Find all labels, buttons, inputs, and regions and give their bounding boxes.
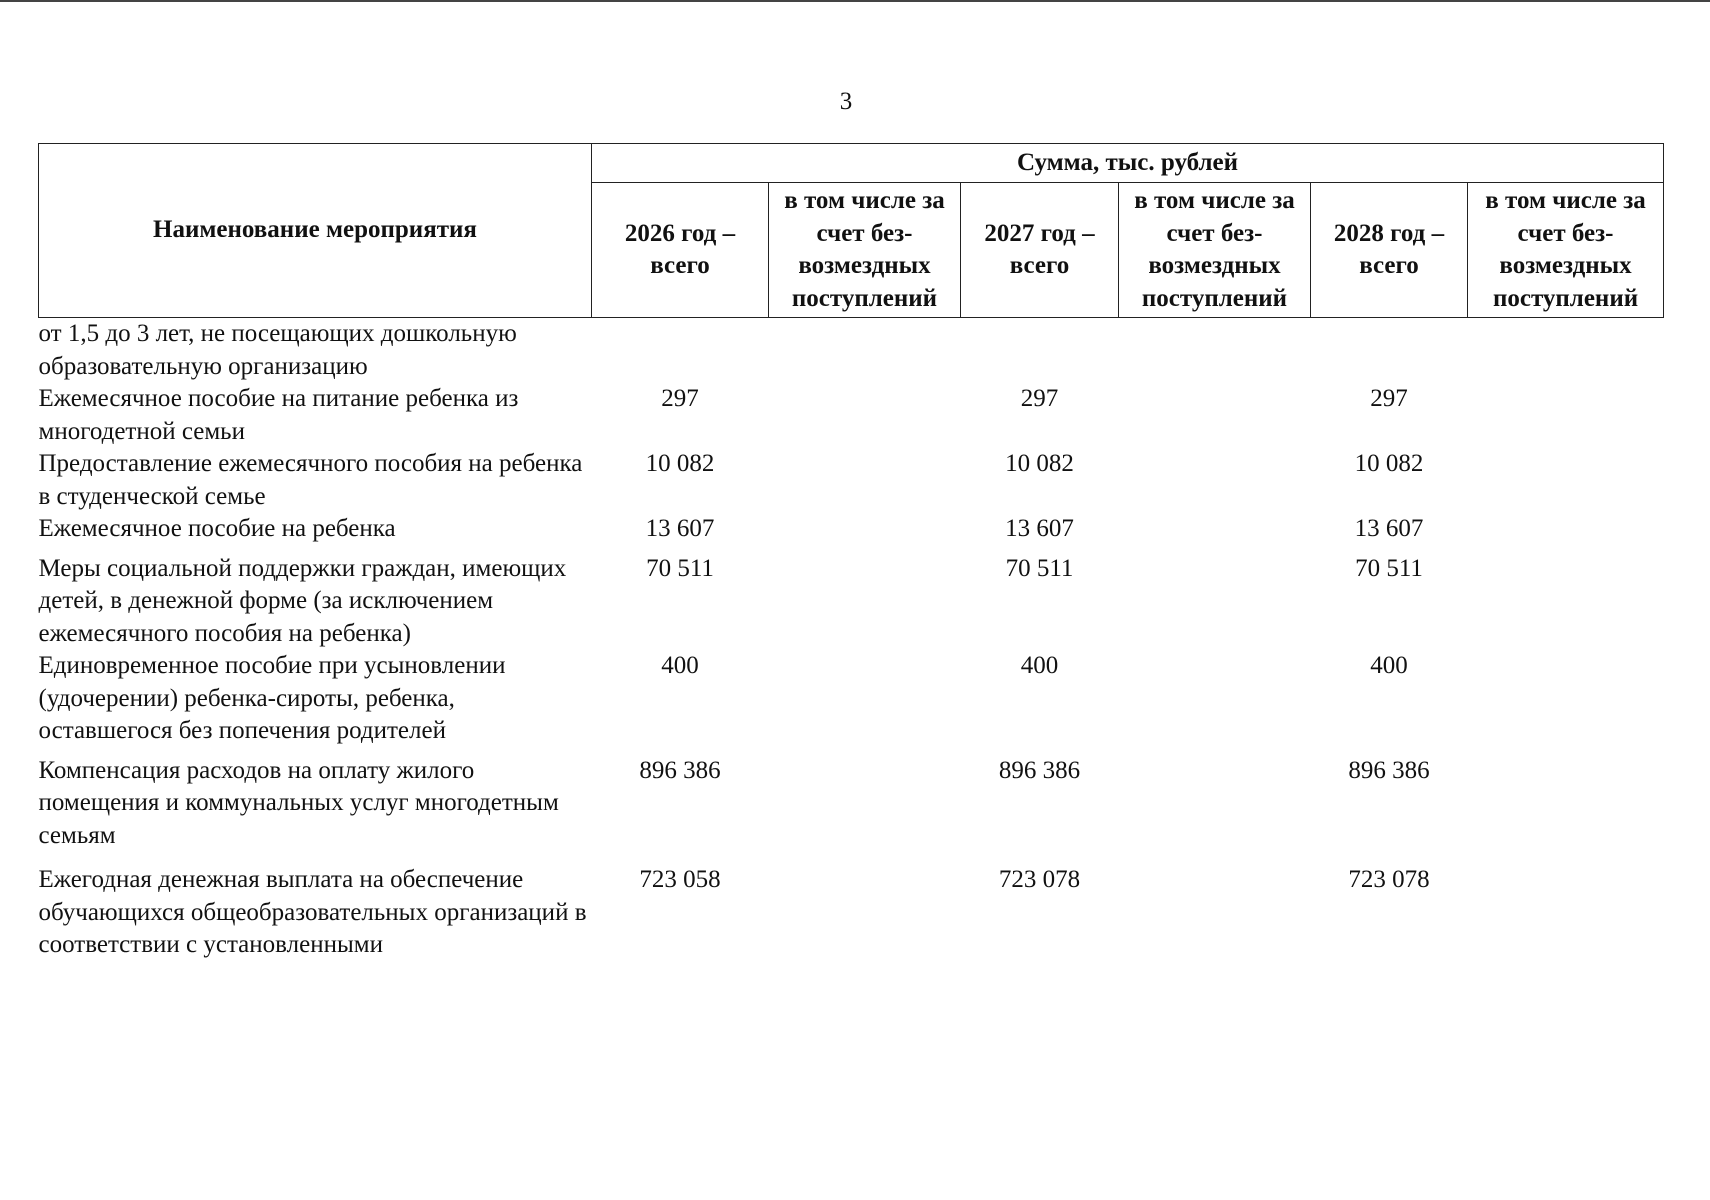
value-2026-incl <box>769 448 961 513</box>
value-2028: 896 386 <box>1348 756 1430 784</box>
value-2027-incl <box>1119 318 1311 384</box>
value-2026: 70 511 <box>646 554 714 582</box>
table-row <box>39 318 1664 384</box>
year-2028-total-header: 2028 год – всего <box>1311 183 1468 318</box>
row-name: от 1,5 до 3 лет, не посещающих дошкольную образовательную организацию <box>38 320 517 380</box>
row-name: Ежемесячное пособие на ребенка <box>38 515 396 542</box>
row-name: Меры социальной поддержки граждан, имеющих детей, в денежной форме (за исключением ежемесячного пособия на ребенка) <box>38 554 567 647</box>
value-2027: 297 <box>1020 385 1059 412</box>
value-2028-incl <box>1468 755 1664 865</box>
value-2027: 70 511 <box>1005 554 1074 582</box>
row-name: Единовременное пособие при усыновлении (удочерении) ребенка-сироты, ребенка, оставшегося без попечения родителей <box>38 652 506 744</box>
value-2028: 297 <box>1370 385 1408 412</box>
value-2027-incl <box>1119 513 1311 553</box>
value-2026-incl <box>769 755 961 865</box>
row-name: Ежемесячное пособие на питание ребенка из многодетной семьи <box>38 385 519 445</box>
table-row <box>39 864 1664 962</box>
value-2026: 10 082 <box>645 450 715 477</box>
top-border-line <box>0 0 1710 2</box>
value-2028: 13 607 <box>1354 515 1424 542</box>
table-row <box>39 383 1664 448</box>
year-2027-incl-header: в том числе за счет без-возмездных поступлений <box>1119 183 1311 318</box>
value-2028-incl <box>1468 650 1664 755</box>
value-2027-incl <box>1119 448 1311 513</box>
page-number: 3 <box>839 88 853 115</box>
row-name: Ежегодная денежная выплата на обеспечение обучающихся общеобразовательных организаций в соответствии с установленными <box>38 866 587 958</box>
row-name: Компенсация расходов на оплату жилого помещения и коммунальных услуг многодетным семьям <box>38 756 559 849</box>
value-2026: 13 607 <box>645 515 715 542</box>
year-2026-incl-header: в том числе за счет без-возмездных поступлений <box>769 183 961 318</box>
table-row <box>39 650 1664 755</box>
table-row <box>39 513 1664 553</box>
year-2028-incl-header: в том числе за счет без-возмездных поступлений <box>1468 183 1664 318</box>
value-2026: 723 058 <box>639 866 721 893</box>
value-2026-incl <box>769 864 961 962</box>
value-2028-incl <box>1468 864 1664 962</box>
value-2026-incl <box>769 553 961 651</box>
table-row <box>39 448 1664 513</box>
value-2026: 297 <box>661 385 699 412</box>
value-2027-incl <box>1119 755 1311 865</box>
row-name: Предоставление ежемесячного пособия на ребенка в студенческой семье <box>38 450 583 510</box>
table-row <box>39 553 1664 651</box>
value-2026 <box>592 318 769 384</box>
value-2028-incl <box>1468 448 1664 513</box>
value-2028: 70 511 <box>1355 554 1423 582</box>
value-2027: 10 082 <box>1005 450 1074 477</box>
value-2028-incl <box>1468 383 1664 448</box>
value-2026-incl <box>769 650 961 755</box>
value-2026-incl <box>769 318 961 384</box>
year-2027-total-header: 2027 год – всего <box>961 183 1119 318</box>
value-2027: 723 078 <box>998 866 1081 893</box>
year-2026-total-header: 2026 год – всего <box>592 183 769 318</box>
value-2027-incl <box>1119 383 1311 448</box>
value-2026-incl <box>769 383 961 448</box>
value-2026: 896 386 <box>639 756 721 784</box>
value-2027: 896 386 <box>998 756 1081 784</box>
funding-table <box>38 143 1664 962</box>
value-2027-incl <box>1119 864 1311 962</box>
value-2026: 400 <box>661 652 699 679</box>
value-2027: 400 <box>1020 652 1059 679</box>
sum-column-header: Сумма, тыс. рублей <box>592 144 1664 183</box>
value-2028 <box>1311 318 1468 384</box>
value-2028: 10 082 <box>1354 450 1424 477</box>
value-2027-incl <box>1119 553 1311 651</box>
value-2028-incl <box>1468 553 1664 651</box>
value-2028: 400 <box>1370 652 1408 679</box>
value-2028-incl <box>1468 318 1664 384</box>
value-2028-incl <box>1468 513 1664 553</box>
name-column-header: Наименование мероприятия <box>39 144 592 318</box>
value-2027-incl <box>1119 650 1311 755</box>
value-2028: 723 078 <box>1348 866 1430 893</box>
value-2027: 13 607 <box>1005 515 1074 542</box>
value-2027 <box>961 318 1119 384</box>
table-row <box>39 755 1664 865</box>
value-2026-incl <box>769 513 961 553</box>
